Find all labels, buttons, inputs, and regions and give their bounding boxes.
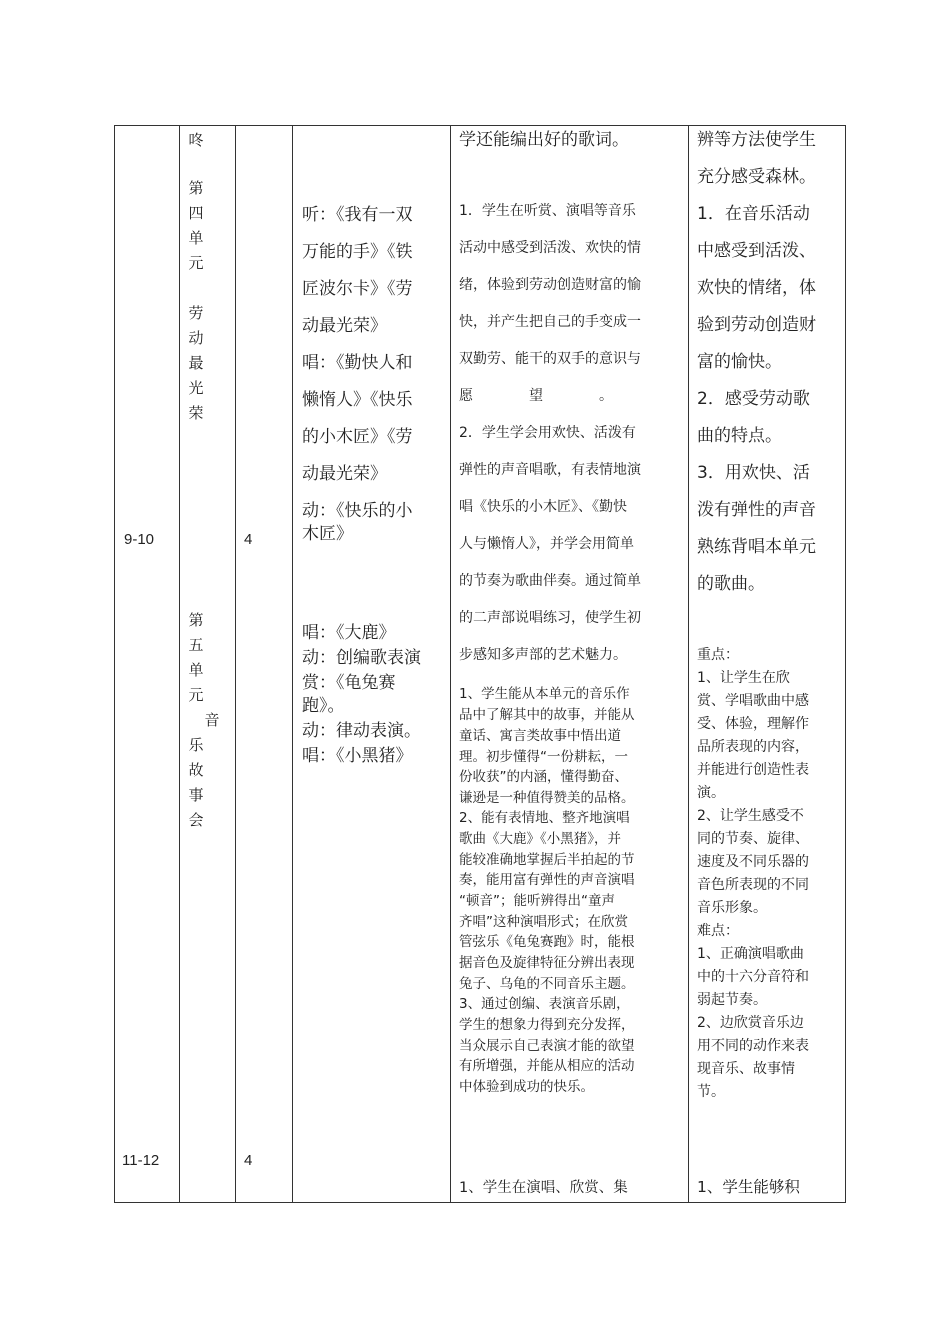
- keypoint-line: 验到劳动创造财: [697, 315, 816, 335]
- goal-line: 3、通过创编、表演音乐剧，: [459, 996, 630, 1012]
- content-line: 动：《快乐的小: [302, 501, 413, 521]
- content-line: 唱：《小黑猪》: [302, 746, 413, 766]
- keypoint-line: 难点：: [697, 923, 739, 939]
- column-divider: [450, 125, 451, 1203]
- goal-line: 唱《快乐的小木匠》、《勤快: [459, 499, 627, 515]
- keypoint-line: 欢快的情绪，体: [697, 278, 816, 298]
- goal-line: 2、能有表情地、整齐地演唱: [459, 810, 630, 826]
- goal-line: 学生的想象力得到充分发挥，: [459, 1017, 635, 1033]
- keypoint-line: 赏、学唱歌曲中感: [697, 693, 809, 709]
- goal-line: 愿 望 。: [459, 388, 613, 404]
- goal-line: 的节奏为歌曲伴奏。通过简单: [459, 573, 641, 589]
- unit-title-char: 最: [188, 354, 204, 372]
- goal-line: 1、学生在演唱、欣赏、集: [459, 1180, 628, 1196]
- goal-line: 管弦乐《龟兔赛跑》时，能根: [459, 934, 635, 950]
- keypoint-line: 辨等方法使学生: [697, 130, 816, 150]
- goal-line: 理。初步懂得“一份耕耘，一: [459, 749, 628, 765]
- unit-title-char: 第: [188, 179, 204, 197]
- goal-line: 谦逊是一种值得赞美的品格。: [459, 790, 635, 806]
- content-line: 动最光荣》: [302, 464, 387, 484]
- unit-title-char: 光: [188, 379, 204, 397]
- content-line: 万能的手》《铁: [302, 242, 413, 262]
- keypoint-line: 用不同的动作来表: [697, 1038, 809, 1054]
- content-line: 唱：《大鹿》: [302, 623, 396, 643]
- unit-title-char: 元: [188, 254, 204, 272]
- content-line: 木匠》: [302, 524, 353, 544]
- goal-line: 的二声部说唱练习，使学生初: [459, 610, 641, 626]
- unit-title-char: 第: [188, 611, 204, 629]
- goal-line: 步感知多声部的艺术魅力。: [459, 647, 627, 663]
- goal-line: 活动中感受到活泼、欢快的情: [459, 240, 641, 256]
- keypoint-line: 重点：: [697, 647, 739, 663]
- keypoint-line: 2、边欣赏音乐边: [697, 1015, 804, 1031]
- unit-title-char: 劳: [188, 304, 204, 322]
- keypoint-line: 受、体验，理解作: [697, 716, 809, 732]
- goal-line: 弹性的声音唱歌，有表情地演: [459, 462, 641, 478]
- keypoint-line: 现音乐、故事情: [697, 1061, 795, 1077]
- goal-line: 齐唱”这种演唱形式；在欣赏: [459, 914, 628, 930]
- content-line: 动：创编歌表演: [302, 648, 421, 668]
- column-divider: [292, 125, 293, 1203]
- keypoint-line: 同的节奏、旋律、: [697, 831, 809, 847]
- column-divider: [179, 125, 180, 1203]
- unit-title-char: 单: [188, 661, 204, 679]
- goal-line: 1、学生能从本单元的音乐作: [459, 686, 630, 702]
- content-line: 唱：《勤快人和: [302, 353, 413, 373]
- content-line: 的小木匠》《劳: [302, 427, 413, 447]
- keypoint-line: 速度及不同乐器的: [697, 854, 809, 870]
- keypoint-line: 富的愉快。: [697, 352, 782, 372]
- goal-line: 童话、寓言类故事中悟出道: [459, 728, 621, 744]
- goal-line: 双勤劳、能干的双手的意识与: [459, 351, 641, 367]
- week-cell: 9-10: [124, 531, 155, 548]
- keypoint-line: 2、让学生感受不: [697, 808, 804, 824]
- keypoint-line: 1、学生能够积: [697, 1178, 800, 1196]
- goal-line: 当众展示自己表演才能的欲望: [459, 1038, 635, 1054]
- content-line: 懒惰人》《快乐: [302, 390, 413, 410]
- unit-title-char: 元: [188, 686, 204, 704]
- keypoint-line: 充分感受森林。: [697, 167, 816, 187]
- keypoint-line: 1、让学生在欣: [697, 670, 790, 686]
- unit-title-char: 咚: [188, 131, 204, 149]
- keypoint-line: 曲的特点。: [697, 426, 782, 446]
- goal-line: 兔子、乌龟的不同音乐主题。: [459, 976, 635, 992]
- keypoint-line: 节。: [697, 1084, 725, 1100]
- goal-line: 2．学生学会用欢快、活泼有: [459, 425, 636, 441]
- keypoint-line: 1．在音乐活动: [697, 204, 810, 224]
- keypoint-line: 演。: [697, 785, 725, 801]
- goal-line: 能较准确地掌握后半拍起的节: [459, 852, 635, 868]
- unit-title-char: 会: [188, 811, 204, 829]
- content-line: 跑》。: [302, 696, 345, 716]
- content-line: 动最光荣》: [302, 316, 387, 336]
- unit-title-char: 四: [188, 204, 204, 222]
- content-line: 匠波尔卡》《劳: [302, 279, 413, 299]
- hours-cell: 4: [244, 531, 253, 548]
- unit-title-char: 音: [204, 711, 220, 729]
- keypoint-line: 音色所表现的不同: [697, 877, 809, 893]
- keypoint-line: 泼有弹性的声音: [697, 500, 816, 520]
- column-divider: [688, 125, 689, 1203]
- content-line: 听：《我有一双: [302, 205, 413, 225]
- keypoint-line: 品所表现的内容，: [697, 739, 809, 755]
- column-divider: [235, 125, 236, 1203]
- unit-title-char: 荣: [188, 404, 204, 422]
- goal-line: 人与懒惰人》，并学会用简单: [459, 536, 634, 552]
- keypoint-line: 中的十六分音符和: [697, 969, 809, 985]
- goal-line: 中体验到成功的快乐。: [459, 1079, 594, 1095]
- goal-line: 有所增强，并能从相应的活动: [459, 1058, 635, 1074]
- content-line: 赏：《龟兔赛: [302, 673, 396, 693]
- keypoint-line: 中感受到活泼、: [697, 241, 816, 261]
- goal-line: “顿音”；能听辨得出“童声: [459, 893, 615, 909]
- goal-line: 1．学生在听赏、演唱等音乐: [459, 203, 636, 219]
- keypoint-line: 音乐形象。: [697, 900, 767, 916]
- unit-title-char: 单: [188, 229, 204, 247]
- goal-line: 绪，体验到劳动创造财富的愉: [459, 277, 641, 293]
- unit-title-char: 事: [188, 786, 204, 804]
- goal-line: 歌曲《大鹿》《小黑猪》，并: [459, 831, 621, 847]
- unit-title-char: 五: [188, 636, 204, 654]
- keypoint-line: 1、正确演唱歌曲: [697, 946, 804, 962]
- hours-cell: 4: [244, 1152, 253, 1169]
- unit-title-char: 故: [188, 761, 204, 779]
- goal-line: 奏，能用富有弹性的声音演唱: [459, 872, 635, 888]
- goal-line: 快，并产生把自己的手变成一: [459, 314, 641, 330]
- keypoint-line: 的歌曲。: [697, 574, 765, 594]
- unit-title-char: 动: [188, 329, 204, 347]
- week-cell: 11-12: [122, 1152, 160, 1169]
- goal-line: 学还能编出好的歌词。: [459, 130, 629, 150]
- keypoint-line: 熟练背唱本单元: [697, 537, 816, 557]
- goal-line: 据音色及旋律特征分辨出表现: [459, 955, 635, 971]
- keypoint-line: 弱起节奏。: [697, 992, 767, 1008]
- goal-line: 份收获”的内涵，懂得勤奋、: [459, 769, 628, 785]
- keypoint-line: 3．用欢快、活: [697, 463, 810, 483]
- goal-line: 品中了解其中的故事，并能从: [459, 707, 635, 723]
- keypoint-line: 2．感受劳动歌: [697, 389, 810, 409]
- keypoint-line: 并能进行创造性表: [697, 762, 809, 778]
- unit-title-char: 乐: [188, 736, 204, 754]
- content-line: 动：律动表演。: [302, 721, 421, 741]
